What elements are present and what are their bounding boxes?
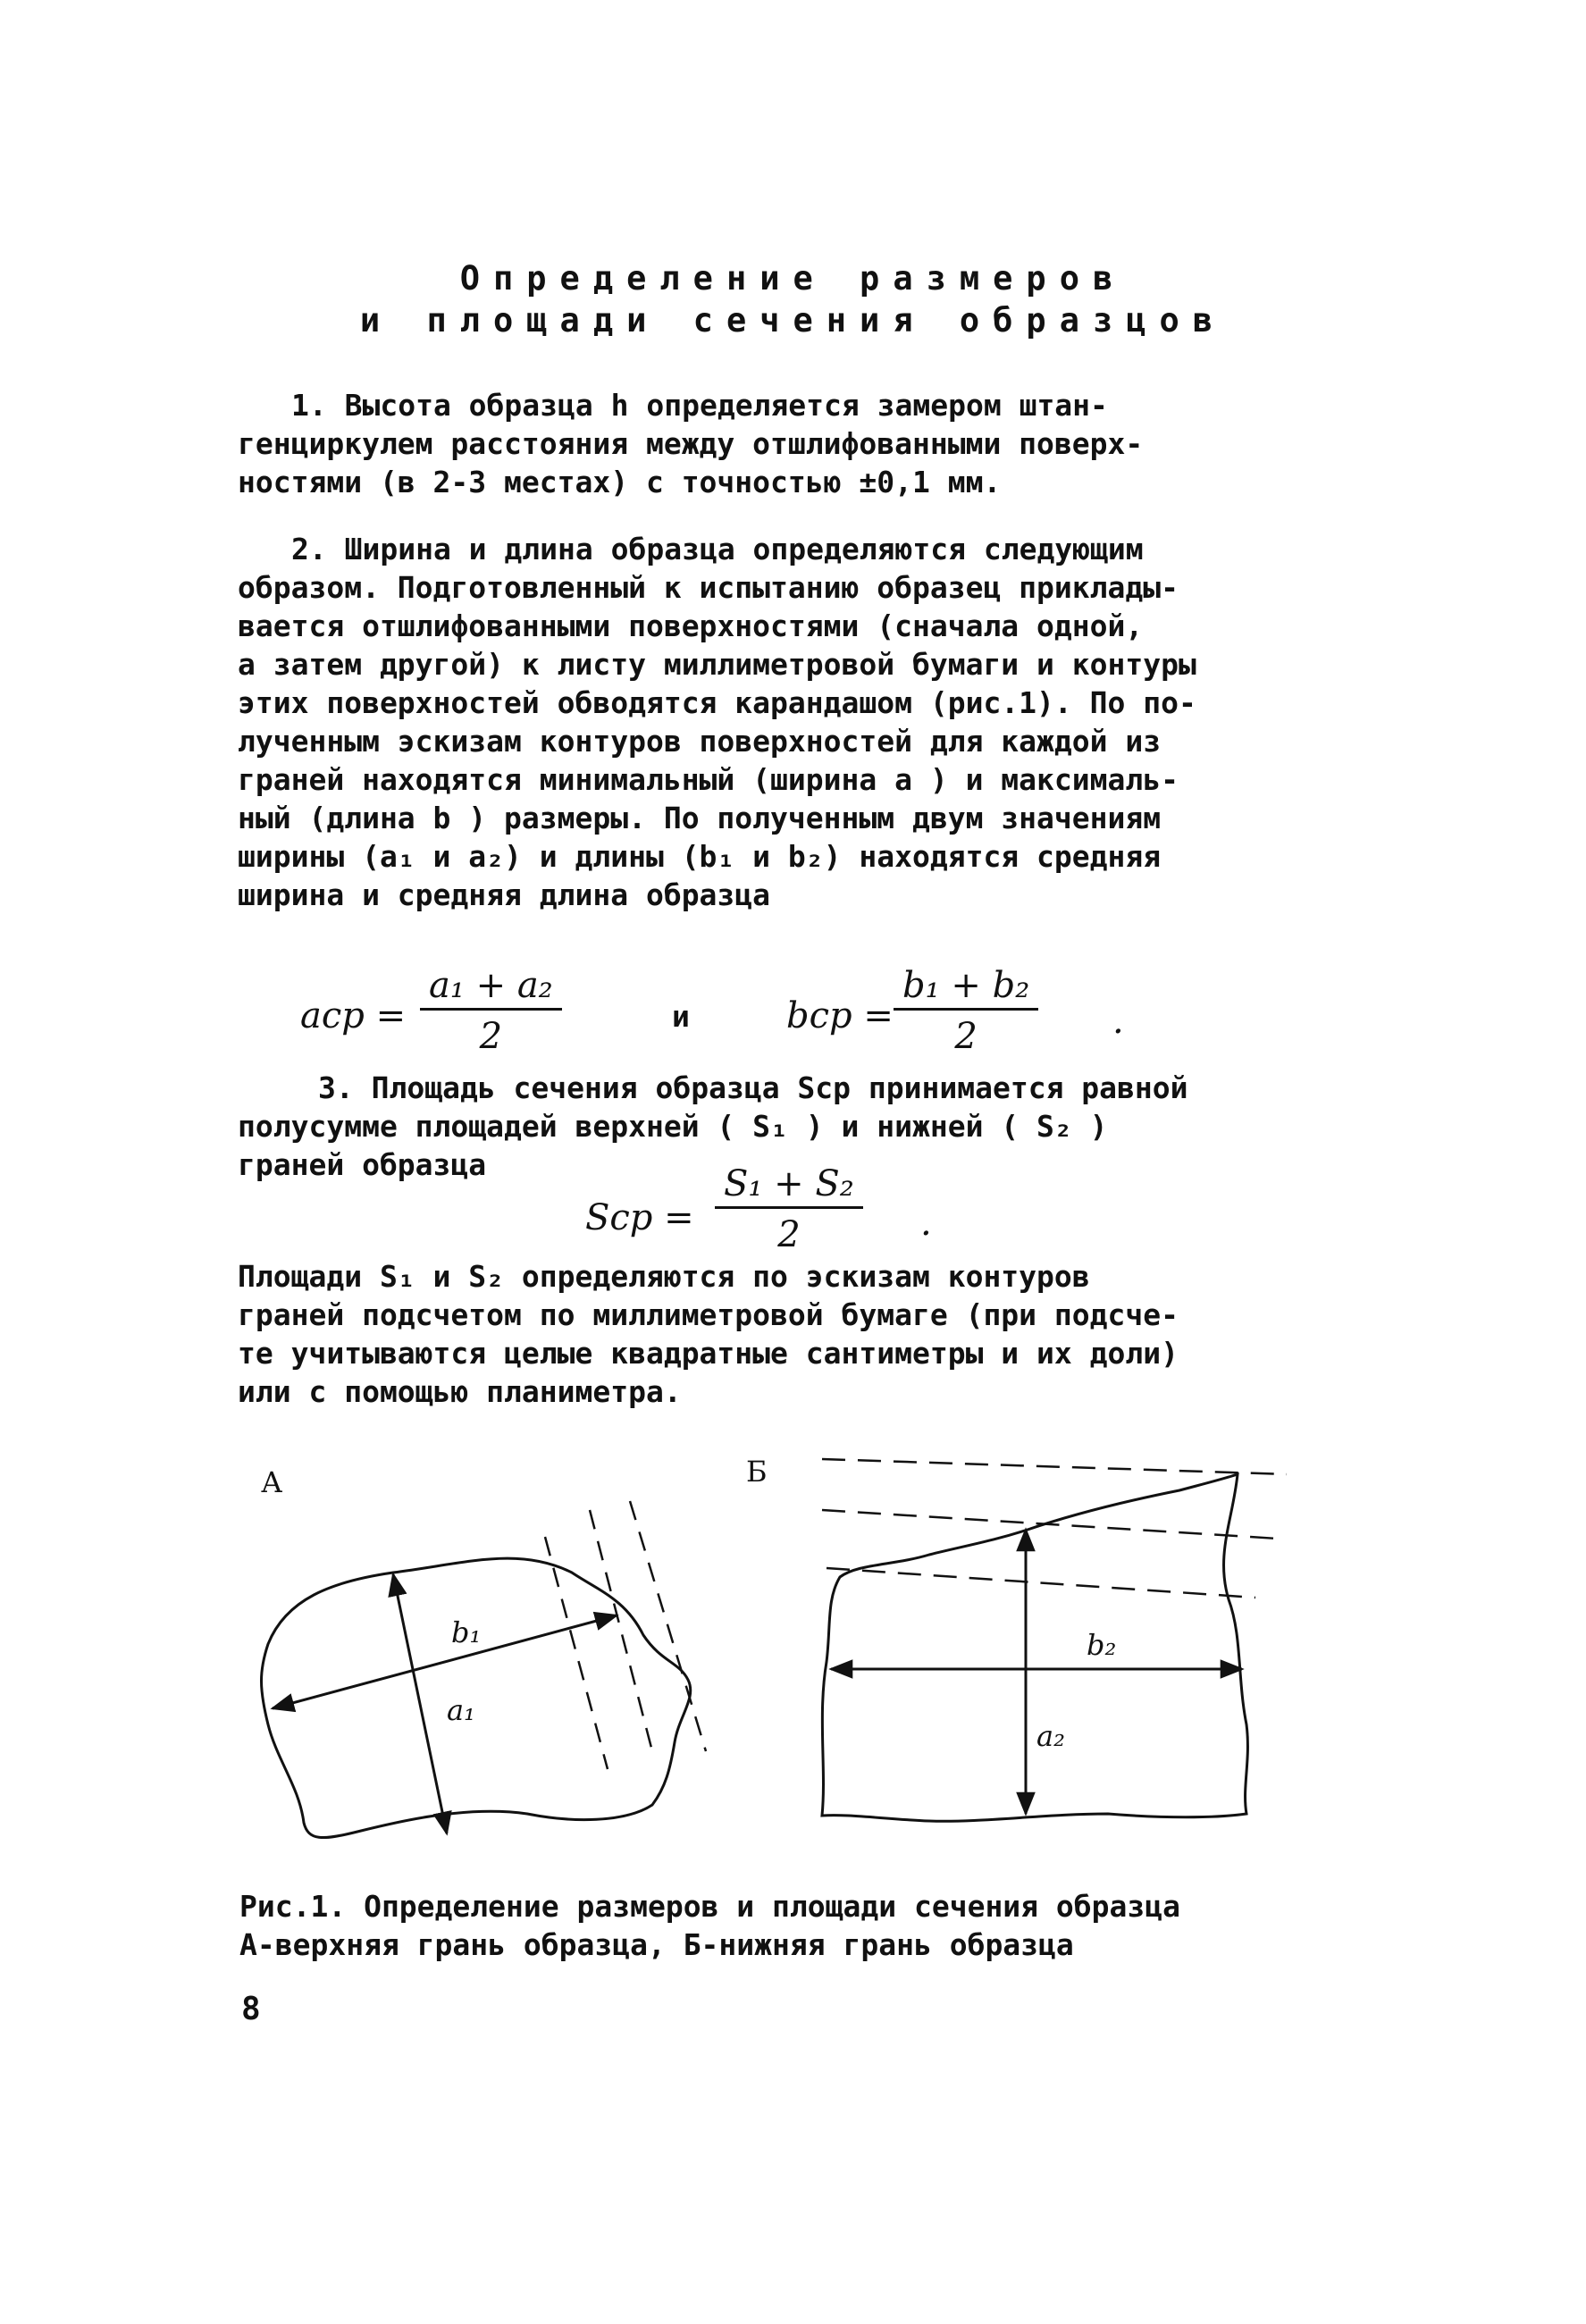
label-b1: b₁ (451, 1615, 482, 1649)
formula-b-numerator: b₁ + b₂ (894, 965, 1038, 1011)
tangent-line-3 (630, 1501, 706, 1751)
formula-a-lhs: aср = (300, 995, 407, 1036)
tangent-line-6 (827, 1568, 1255, 1598)
text-line: лученным эскизам контуров поверхностей для каждой из (238, 724, 1162, 759)
text-line: ный (длина b ) размеры. По полученным двум значениям (238, 801, 1162, 835)
tangent-line-5 (822, 1510, 1278, 1539)
page-number: 8 (241, 1991, 261, 2027)
text-line: этих поверхностей обводятся карандашом (рис.1). По по- (238, 685, 1196, 720)
formula-a-numerator: a₁ + a₂ (420, 965, 562, 1011)
text-line: ширина и средняя длина образца (238, 877, 771, 912)
figure-caption (239, 1887, 1356, 1964)
caption-line-1: Рис.1. Определение размеров и площади сечения образца (239, 1889, 1180, 1924)
text-line: 1. Высота образца h определяется замером штан- (291, 388, 1108, 423)
tangent-line-1 (545, 1537, 608, 1769)
text-line: те учитываются целые квадратные сантиметры и их доли) (238, 1336, 1179, 1371)
formula-s-numerator: S₁ + S₂ (715, 1163, 863, 1209)
formula-b-lhs: bср = (786, 995, 894, 1036)
dimension-a1-line (393, 1574, 447, 1833)
text-line: или с помощью планиметра. (238, 1374, 682, 1409)
figure-label-a: А (261, 1465, 283, 1499)
text-line: ширины (a₁ и a₂) и длины (b₁ и b₂) находятся средняя (238, 839, 1162, 874)
text-line: вается отшлифованными поверхностями (сначала одной, (238, 608, 1144, 643)
text-line: 2. Ширина и длина образца определяются следующим (291, 532, 1144, 566)
heading-line-1: Определение размеров (459, 259, 1127, 298)
formula-s-denominator: 2 (777, 1214, 801, 1255)
text-line: а затем другой) к листу миллиметровой бумаги и контуры (238, 647, 1196, 682)
label-a2: a₂ (1036, 1719, 1065, 1753)
dimension-b1-line (273, 1615, 617, 1708)
formula-s-period: . (920, 1203, 932, 1244)
tangent-line-4 (822, 1459, 1287, 1474)
formula-b-denominator: 2 (954, 1016, 978, 1057)
formula-a-denominator: 2 (479, 1016, 503, 1057)
text-line: граней образца (238, 1147, 487, 1182)
text-line: ностями (в 2-3 местах) с точностью ±0,1 мм. (238, 465, 1002, 499)
text-line: граней находятся минимальный (ширина a ) и максималь- (238, 762, 1179, 797)
text-line: образом. Подготовленный к испытанию образец приклады- (238, 570, 1179, 605)
text-line: граней подсчетом по миллиметровой бумаге (при подсче- (238, 1297, 1179, 1332)
text-line: генциркулем расстояния между отшлифованными поверх- (238, 426, 1144, 461)
label-b2: b₂ (1087, 1628, 1117, 1662)
outline-face-b (822, 1474, 1247, 1821)
label-a1: a₁ (447, 1693, 475, 1727)
text-line: Площади S₁ и S₂ определяются по эскизам контуров (238, 1259, 1090, 1294)
formula-s-lhs: Sср = (585, 1197, 694, 1238)
heading-line-2: и площади сечения образцов (359, 301, 1227, 340)
text-line: полусумме площадей верхней ( S₁ ) и нижней ( S₂ ) (238, 1109, 1108, 1144)
formula-conjunction: и (672, 999, 690, 1034)
text-line: 3. Площадь сечения образца Sср принимается равной (318, 1070, 1188, 1105)
figure-label-b: Б (746, 1455, 768, 1489)
caption-line-2: А-верхняя грань образца, Б-нижняя грань образца (239, 1927, 1074, 1962)
outline-face-a (262, 1558, 691, 1837)
formula-period: . (1112, 1001, 1124, 1042)
